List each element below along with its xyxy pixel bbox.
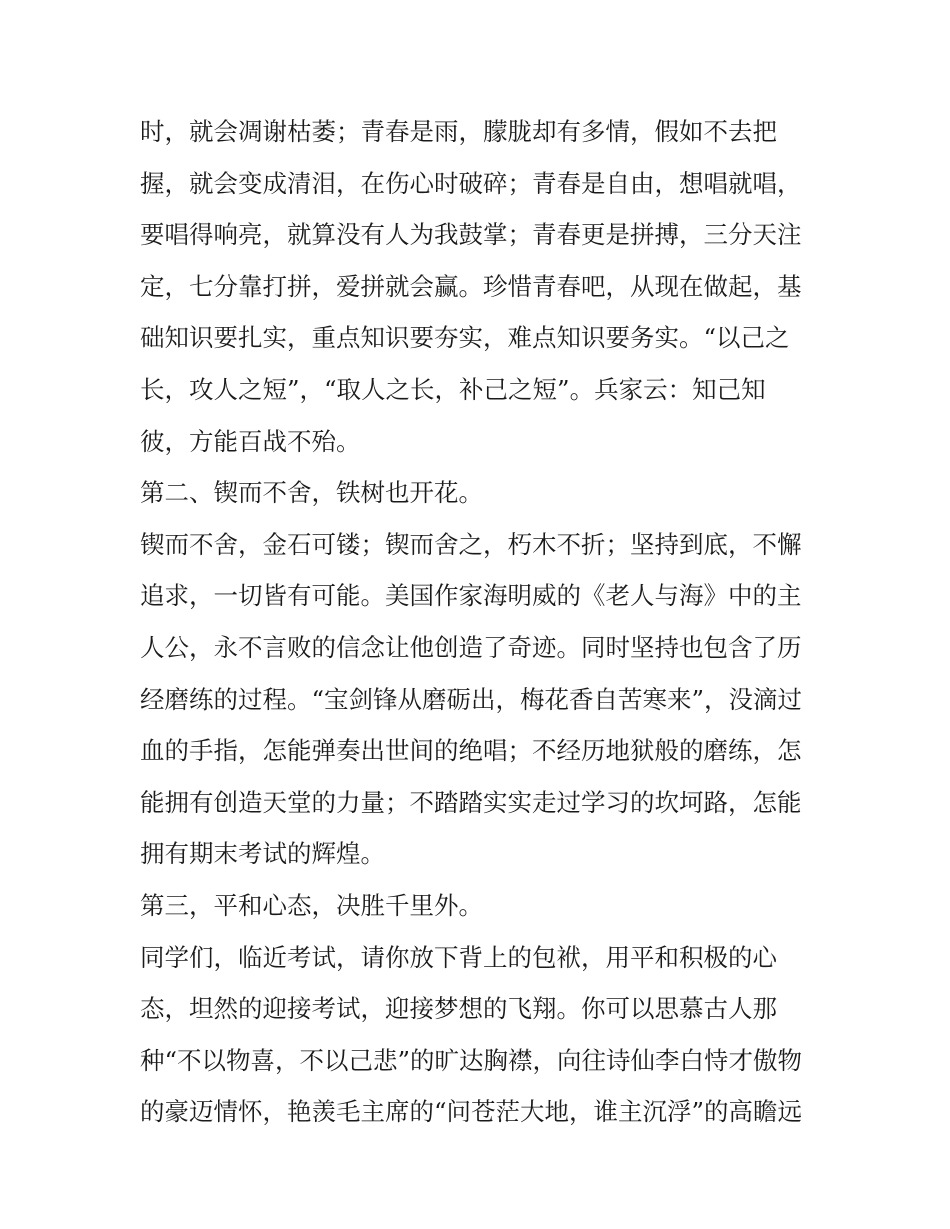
- text-line: 血的手指，怎能弹奏出世间的绝唱；不经历地狱般的磨练，怎: [140, 736, 802, 766]
- text-line: 能拥有创造天堂的力量；不踏踏实实走过学习的坎坷路，怎能: [140, 787, 802, 817]
- text-line: 同学们，临近考试，请你放下背上的包袱，用平和积极的心: [140, 942, 777, 972]
- text-line: 追求，一切皆有可能。美国作家海明威的《老人与海》中的主: [140, 581, 802, 611]
- text-line: 握，就会变成清泪，在伤心时破碎；青春是自由，想唱就唱，: [140, 168, 802, 198]
- text-line: 锲而不舍，金石可镂；锲而舍之，朽木不折；坚持到底，不懈: [140, 529, 802, 559]
- text-line: 要唱得响亮，就算没有人为我鼓掌；青春更是拼搏，三分天注: [140, 220, 802, 250]
- text-line: 彼，方能百战不殆。: [140, 426, 361, 456]
- text-line: 础知识要扎实，重点知识要夯实，难点知识要务实。“以己之: [140, 323, 790, 353]
- body-text: [140, 106, 820, 1138]
- section-heading-3: 第三，平和心态，决胜千里外。: [140, 890, 483, 920]
- text-line: 种“不以物喜，不以己悲”的旷达胸襟，向往诗仙李白恃才傲物: [140, 1045, 803, 1075]
- text-line: 长，攻人之短”，“取人之长，补己之短”。兵家云：知己知: [140, 374, 766, 404]
- section-heading-2: 第二、锲而不舍，铁树也开花。: [140, 478, 483, 508]
- text-line: 态，坦然的迎接考试，迎接梦想的飞翔。你可以思慕古人那: [140, 994, 777, 1024]
- text-line: 定，七分靠打拼，爱拼就会赢。珍惜青春吧，从现在做起，基: [140, 271, 802, 301]
- text-line: 经磨练的过程。“宝剑锋从磨砺出，梅花香自苦寒来”，没滴过: [140, 684, 803, 714]
- text-line: 人公，永不言败的信念让他创造了奇迹。同时坚持也包含了历: [140, 632, 802, 662]
- text-line: 时，就会凋谢枯萎；青春是雨，朦胧却有多情，假如不去把: [140, 117, 777, 146]
- text-line: 的豪迈情怀，艳羡毛主席的“问苍茫大地，谁主沉浮”的高瞻远: [140, 1097, 803, 1127]
- text-line: 拥有期末考试的辉煌。: [140, 839, 385, 869]
